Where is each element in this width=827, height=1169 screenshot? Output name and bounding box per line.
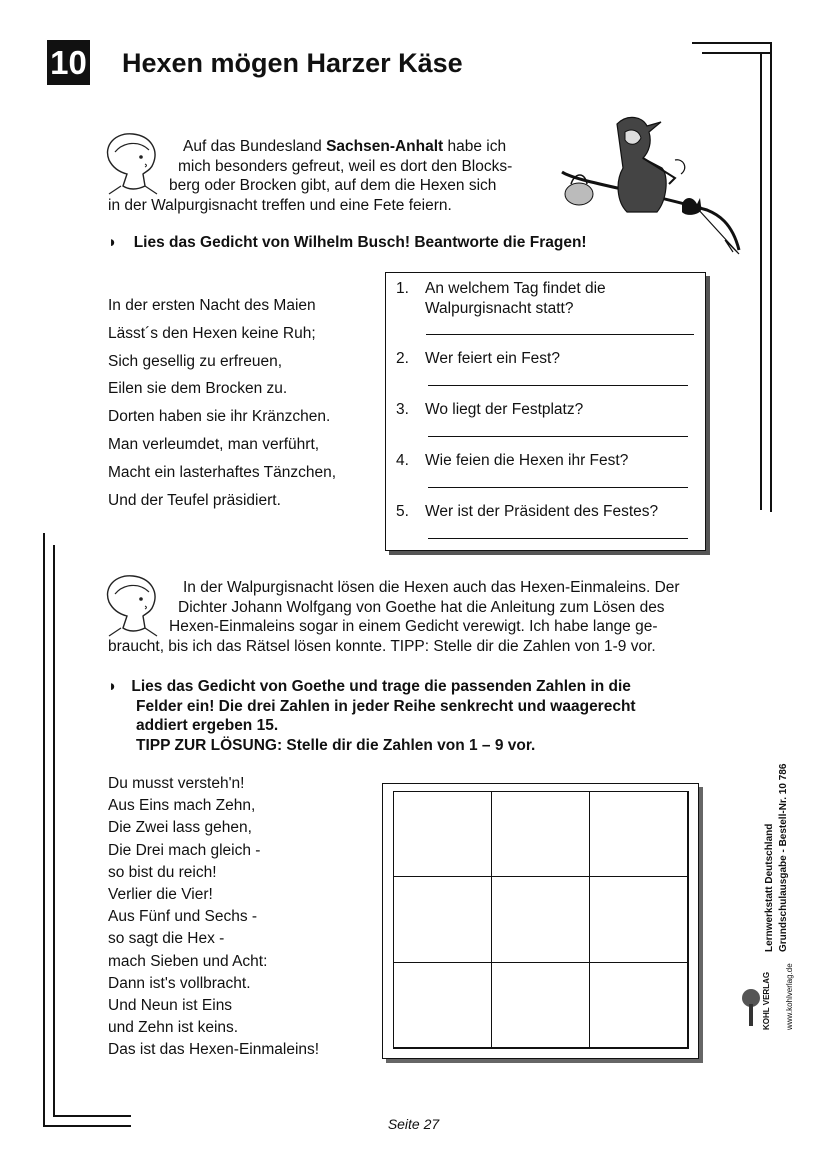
frame-top-line-1: [692, 42, 772, 44]
frame-left-line-1: [43, 533, 45, 1127]
grid-cell[interactable]: [491, 876, 590, 962]
poem2-line: Dann ist's vollbracht.: [108, 974, 251, 992]
poem2-line: Du musst versteh'n!: [108, 775, 245, 792]
question-number: 5.: [396, 503, 409, 520]
question-text-line2: Walpurgisnacht statt?: [425, 300, 574, 317]
grid-cell[interactable]: [589, 876, 688, 962]
frame-right-line-1: [770, 42, 772, 512]
question-text: Wie feien die Hexen ihr Fest?: [425, 452, 629, 469]
intro2-line3: Hexen-Einmaleins sogar in einem Gedicht verewigt. Ich habe lange ge-: [169, 618, 658, 635]
chapter-number: 10: [47, 40, 90, 85]
poem2-line: Die Zwei lass gehen,: [108, 819, 252, 837]
magic-square-grid: [393, 791, 689, 1049]
grid-cell[interactable]: [589, 962, 688, 1048]
task-1-text: Lies das Gedicht von Wilhelm Busch! Beantworte die Fragen!: [133, 234, 587, 251]
bullet-icon: ◗: [108, 234, 118, 251]
goethe-poem: [108, 773, 319, 1062]
poem2-line: Aus Fünf und Sechs -: [108, 908, 258, 926]
poem1-line: In der ersten Nacht des Maien: [108, 297, 316, 314]
poem1-line: Lässt´s den Hexen keine Ruh;: [108, 324, 316, 342]
sidebar-line-1: Lernwerkstatt Deutschland: [764, 823, 775, 952]
frame-left-line-2: [53, 545, 55, 1117]
question-2: [396, 349, 560, 369]
task-2-instruction: [108, 677, 748, 755]
poem2-line: so sagt die Hex -: [108, 930, 225, 948]
intro2-line2: Dichter Johann Wolfgang von Goethe hat die Anleitung zum Lösen des: [178, 598, 665, 616]
task2-line2: Felder ein! Die drei Zahlen in jeder Reihe senkrecht und waagerecht: [136, 697, 636, 715]
frame-right-line-2: [760, 52, 762, 510]
bullet-icon: ◗: [108, 678, 118, 695]
intro2-line4: braucht, bis ich das Rätsel lösen konnte. TIPP: Stelle dir die Zahlen von 1-9 vor.: [108, 637, 656, 655]
poem2-line: so bist du reich!: [108, 863, 217, 881]
intro1-bold-state: Sachsen-Anhalt: [326, 138, 444, 155]
intro1-line1-pre: Auf das Bundesland: [183, 138, 327, 155]
poem1-line: Dorten haben sie ihr Kränzchen.: [108, 408, 331, 426]
question-number: 1.: [396, 280, 409, 297]
question-text: Wer feiert ein Fest?: [425, 350, 560, 367]
page-number: Seite 27: [387, 1116, 440, 1132]
publisher-sidebar: [740, 720, 800, 1030]
poem1-line: Und der Teufel präsidiert.: [108, 491, 281, 509]
page-title: Hexen mögen Harzer Käse: [122, 48, 463, 78]
grid-cell[interactable]: [393, 791, 492, 877]
intro1-line2: mich besonders gefreut, weil es dort den Blocks-: [178, 157, 513, 175]
question-number: 3.: [396, 401, 409, 418]
poem1-line: Man verleumdet, man verführt,: [108, 435, 320, 453]
sidebar-line-2: Grundschulausgabe - Bestell-Nr. 10 786: [778, 763, 789, 952]
intro1-line1-post: habe ich: [443, 138, 507, 155]
publisher-url: www.kohlverlag.de: [785, 963, 794, 1030]
poem1-line: Eilen sie dem Brocken zu.: [108, 380, 288, 398]
question-number: 4.: [396, 452, 409, 469]
grid-cell[interactable]: [491, 791, 590, 877]
answer-line-5[interactable]: [428, 538, 688, 539]
poem1-line: Macht ein lasterhaftes Tänzchen,: [108, 463, 337, 481]
question-text: Wo liegt der Festplatz?: [425, 401, 584, 418]
grid-cell[interactable]: [491, 962, 590, 1048]
question-1: [396, 279, 606, 319]
poem2-line: Und Neun ist Eins: [108, 997, 233, 1015]
question-4: [396, 451, 628, 471]
poem1-line: Sich gesellig zu erfreuen,: [108, 352, 283, 370]
tree-logo-icon: [740, 988, 762, 1028]
question-5: [396, 502, 658, 522]
task-1-instruction: [108, 233, 587, 253]
question-3: [396, 400, 583, 420]
answer-line-4[interactable]: [428, 487, 688, 488]
grid-cell[interactable]: [393, 962, 492, 1048]
questions-box: [385, 272, 706, 551]
answer-line-2[interactable]: [428, 385, 688, 386]
poem2-line: Verlier die Vier!: [108, 886, 213, 904]
question-text: Wer ist der Präsident des Festes?: [425, 503, 659, 520]
intro1-line3: berg oder Brocken gibt, auf dem die Hexen sich: [169, 177, 497, 194]
magic-square-frame: [382, 783, 699, 1059]
poem2-line: Die Drei mach gleich -: [108, 841, 261, 859]
task2-line4: TIPP ZUR LÖSUNG: Stelle dir die Zahlen von 1 – 9 vor.: [136, 736, 536, 754]
publisher-logo-text: KOHL VERLAG: [762, 971, 771, 1030]
intro1-line4: in der Walpurgisnacht treffen und eine Fete feiern.: [108, 196, 452, 214]
intro2-line1: In der Walpurgisnacht lösen die Hexen auch das Hexen-Einmaleins. Der: [183, 579, 680, 596]
answer-line-3[interactable]: [428, 436, 688, 437]
question-number: 2.: [396, 350, 409, 367]
poem2-line: Das ist das Hexen-Einmaleins!: [108, 1041, 320, 1059]
poem2-line: mach Sieben und Acht:: [108, 952, 268, 970]
grid-cell[interactable]: [393, 876, 492, 962]
grid-cell[interactable]: [589, 791, 688, 877]
busch-poem: [108, 292, 336, 514]
intro-paragraph-2: [108, 578, 748, 656]
intro-paragraph-1: [108, 137, 558, 215]
task2-line3: addiert ergeben 15.: [136, 717, 279, 734]
answer-line-1[interactable]: [426, 334, 694, 335]
question-text: An welchem Tag findet die: [425, 280, 606, 297]
poem2-line: Aus Eins mach Zehn,: [108, 797, 256, 815]
task2-line1: Lies das Gedicht von Goethe und trage die passenden Zahlen in die: [131, 678, 631, 695]
poem2-line: und Zehn ist keins.: [108, 1019, 239, 1037]
